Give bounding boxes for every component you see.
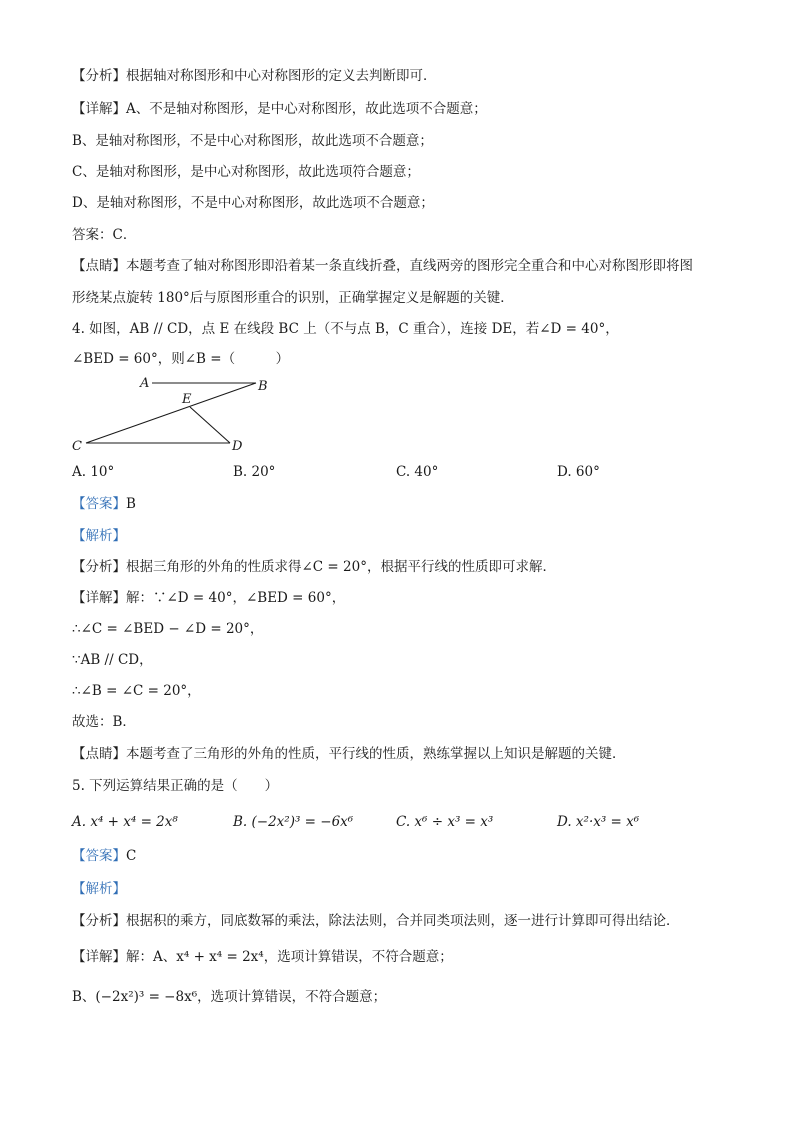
q5-answer-value: C bbox=[126, 848, 137, 864]
q5-option-c: C. x⁶ ÷ x³ = x³ bbox=[396, 814, 494, 830]
segment-ed bbox=[190, 407, 230, 443]
q3-analysis: 【分析】根据轴对称图形和中心对称图形的定义去判断即可． bbox=[72, 68, 437, 84]
q4-answer-value: B bbox=[126, 496, 136, 512]
q5-detail-a: 【详解】解：A、x⁴ + x⁴ = 2x⁴，选项计算错误，不符合题意； bbox=[72, 949, 453, 965]
q4-stem-line-2: ∠BED = 60°，则∠B =（ ） bbox=[72, 351, 290, 367]
segment-bc bbox=[86, 383, 256, 443]
label-d: D bbox=[232, 439, 243, 454]
label-e: E bbox=[182, 392, 192, 407]
q4-geometry-figure bbox=[60, 370, 280, 456]
q4-explain-tag: 【解析】 bbox=[72, 528, 126, 544]
q4-comment: 【点睛】本题考查了三角形的外角的性质，平行线的性质，熟练掌握以上知识是解题的关键． bbox=[72, 746, 626, 762]
q3-detail-b: B、是轴对称图形，不是中心对称图形，故此选项不合题意； bbox=[72, 133, 433, 149]
q4-answer-tag: 【答案】 bbox=[72, 496, 126, 512]
q3-comment-line-1: 【点睛】本题考查了轴对称图形即沿着某一条直线折叠，直线两旁的图形完全重合和中心对称图形即将图 bbox=[72, 258, 693, 274]
q4-step-4: ∴∠B = ∠C = 20°， bbox=[72, 683, 201, 699]
q4-option-a: A. 10° bbox=[72, 464, 115, 480]
q5-analysis: 【分析】根据积的乘方，同底数幂的乘法，除法法则，合并同类项法则，逐一进行计算即可得出结论． bbox=[72, 913, 680, 929]
q4-answer bbox=[72, 494, 136, 514]
q5-option-b: B. (−2x²)³ = −6x⁶ bbox=[233, 814, 354, 830]
q4-option-c: C. 40° bbox=[396, 464, 439, 480]
q5-answer bbox=[72, 846, 136, 866]
label-b: B bbox=[258, 379, 268, 394]
q5-stem: 5. 下列运算结果正确的是（ ） bbox=[72, 778, 279, 794]
q5-answer-tag: 【答案】 bbox=[72, 848, 126, 864]
q4-analysis: 【分析】根据三角形的外角的性质求得∠C = 20°，根据平行线的性质即可求解． bbox=[72, 559, 556, 575]
label-a: A bbox=[140, 376, 150, 391]
q5-explain-tag: 【解析】 bbox=[72, 881, 126, 897]
q4-choose: 故选：B． bbox=[72, 714, 136, 730]
q3-detail-c: C、是轴对称图形，是中心对称图形，故此选项符合题意； bbox=[72, 164, 420, 180]
q3-detail-d: D、是轴对称图形，不是中心对称图形，故此选项不合题意； bbox=[72, 195, 434, 211]
q4-step-1: 【详解】解：∵∠D = 40°，∠BED = 60°， bbox=[72, 590, 346, 606]
q3-answer: 答案：C． bbox=[72, 227, 137, 243]
q4-option-b: B. 20° bbox=[233, 464, 276, 480]
q4-stem-line-1: 4. 如图，AB // CD，点 E 在线段 BC 上（不与点 B，C 重合），连接 DE，若∠D = 40°， bbox=[72, 321, 619, 337]
q3-detail-a: 【详解】A、不是轴对称图形，是中心对称图形，故此选项不合题意； bbox=[72, 101, 487, 117]
q4-option-d: D. 60° bbox=[557, 464, 600, 480]
q5-option-a: A. x⁴ + x⁴ = 2x⁸ bbox=[72, 814, 178, 830]
q4-step-3: ∵AB // CD， bbox=[72, 652, 153, 668]
label-c: C bbox=[72, 439, 82, 454]
q5-option-d: D. x²·x³ = x⁶ bbox=[557, 814, 640, 830]
q3-comment-line-2: 形绕某点旋转 180°后与原图形重合的识别，正确掌握定义是解题的关键． bbox=[72, 290, 514, 306]
q5-detail-b: B、(−2x²)³ = −8x⁶，选项计算错误，不符合题意； bbox=[72, 989, 387, 1005]
q4-step-2: ∴∠C = ∠BED − ∠D = 20°， bbox=[72, 621, 264, 637]
